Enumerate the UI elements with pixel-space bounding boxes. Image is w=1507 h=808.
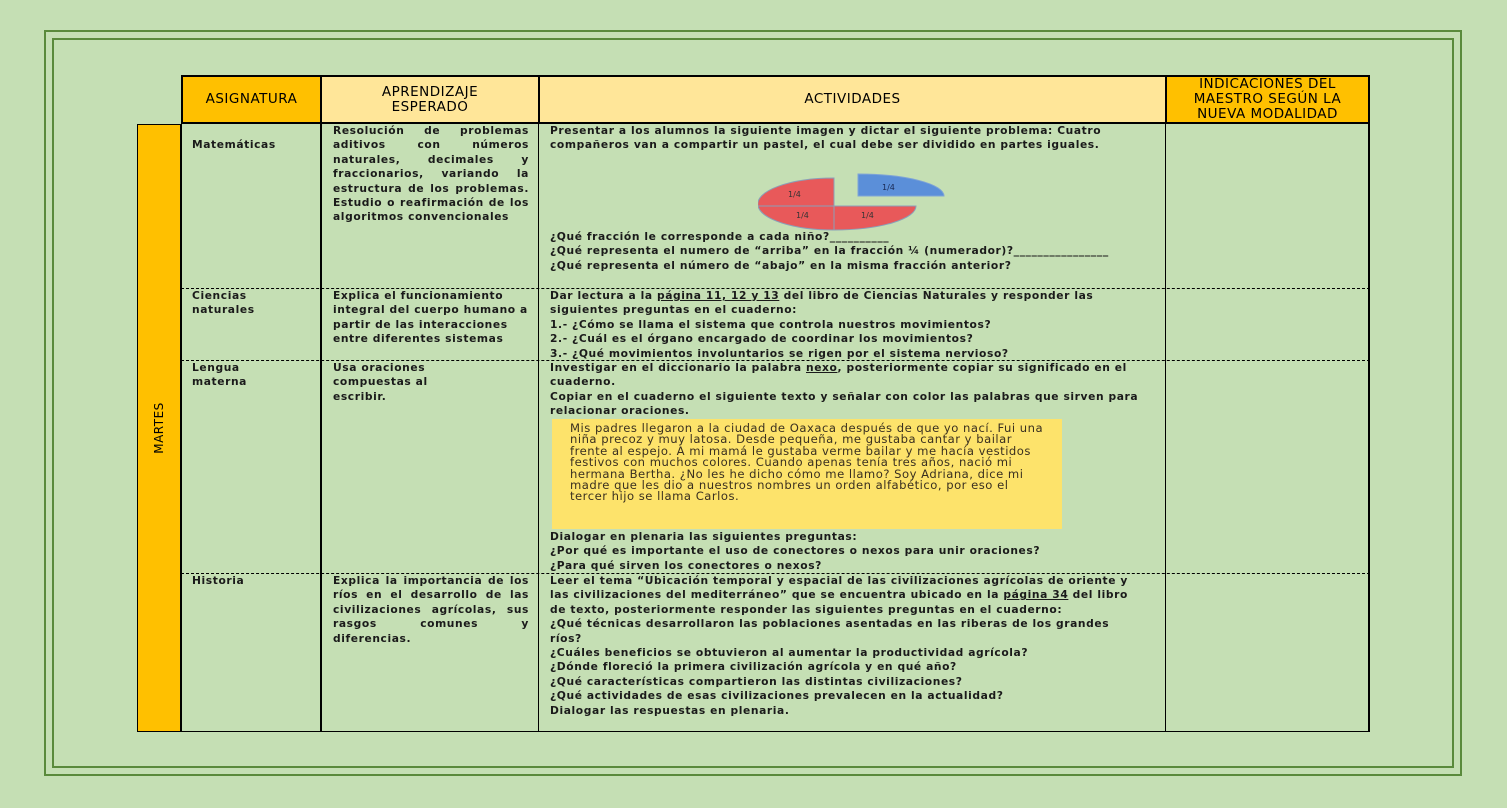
question: ¿Qué representa el número de “abajo” en la misma fracción anterior? [550,258,1012,272]
header-aprendizaje: APRENDIZAJE ESPERADO [320,75,540,124]
activity-text: del libro de Ciencias Naturales y responder las siguientes preguntas en el cuaderno: [550,289,1094,317]
pie-label: 1/4 [861,211,874,220]
pie-label: 1/4 [788,190,801,199]
activity-intro [550,574,1130,617]
learning-matematicas: Resolución de problemas aditivos con números naturales, decimales y fraccionarios, variando la estructura de los problemas. Estudio o reafirmación de los algoritmos convencionales [333,124,529,224]
day-label-cell [137,124,181,732]
header-asignatura: ASIGNATURA [181,75,322,124]
question: ¿Qué técnicas desarrollaron las poblaciones asentadas en las riberas de los grandes ríos? [550,617,1110,645]
questions-matematicas [550,230,1130,273]
question: ¿Por qué es importante el uso de conectores o nexos para unir oraciones? [550,544,1041,558]
question: 2.- ¿Cuál es el órgano encargado de coordinar los movimientos? [550,332,974,346]
questions-lengua [550,530,1140,573]
activity-text: , posteriormente copiar su significado en el cuaderno. [550,361,1127,389]
header-actividades: ACTIVIDADES [538,75,1167,124]
activity-intro: Presentar a los alumnos la siguiente imagen y dictar el siguiente problema: Cuatro compañeros van a compartir un pastel, el cual debe ser dividido en partes iguales. [550,124,1102,152]
activity-intro [550,361,1140,390]
header-indicaciones: INDICACIONES DEL MAESTRO SEGÚN LA NUEVA MODALIDAD [1165,75,1370,124]
question: ¿Dónde floreció la primera civilización agrícola y en qué año? [550,660,957,674]
question: Dialogar las respuestas en plenaria. [550,703,790,717]
learning-lengua: Usa oraciones compuestas al escribir. [333,361,428,403]
pie-slice-separated [858,174,944,196]
activity-text: Dar lectura a la [550,289,657,302]
subject-ciencias: Ciencias naturales [192,289,255,317]
col-divider [181,124,182,732]
pie-label: 1/4 [796,211,809,220]
activity-historia [550,574,1130,718]
subject-lengua: Lengua materna [192,361,247,389]
question: Dialogar en plenaria las siguientes preguntas: [550,530,858,543]
col-divider [538,124,539,732]
learning-ciencias: Explica el funcionamiento integral del cuerpo humano a partir de las interacciones entre diferentes sistemas [333,289,528,346]
activity-lengua [550,361,1140,419]
activity-text: Leer el tema “Ubicación temporal y espacial de las civilizaciones agrícolas de oriente y las civilizaciones del mediterráneo” que se encuentra ubicado en la [550,574,1128,602]
question: 3.- ¿Qué movimientos involuntarios se rigen por el sistema nervioso? [550,346,1009,360]
day-label: MARTES [152,402,166,454]
question: ¿Qué características compartieron las distintas civilizaciones? [550,674,963,688]
question: ¿Qué representa el numero de “arriba” en la fracción ¼ (numerador)?________________ [550,244,1109,258]
pie-label: 1/4 [882,183,895,192]
reading-text-image: Mis padres llegaron a la ciudad de Oaxaca después de que yo nací. Fui una niña precoz y muy latosa. Desde pequeña, me gustaba cantar y bailar frente al espejo. A mi mamá le gustaba verme bailar y me hacía vestidos festivos con muchos colores. Cuando apenas tenía tres años, nació mi hermana Bertha. ¿No les he dicho cómo me llamo? Soy Adriana, dice mi madre que les dio a nuestros nombres un orden alfabético, por eso el tercer hijo se llama Carlos. [552,419,1062,529]
activity-matematicas [550,124,1130,153]
question: ¿Para qué sirven los conectores o nexos? [550,558,822,572]
pie-chart-image [758,172,948,232]
subject-matematicas: Matemáticas [192,138,276,151]
pie-slice-bottom-right [834,206,916,230]
activity-text: del libro de texto, posteriormente responder las siguientes preguntas en el cuaderno: [550,588,1128,616]
question: ¿Qué fracción le corresponde a cada niño?__________ [550,230,890,243]
question: ¿Cuáles beneficios se obtuvieron al aumentar la productividad agrícola? [550,646,1029,660]
page-reference: página 11, 12 y 13 [656,289,780,302]
question: 1.- ¿Cómo se llama el sistema que controla nuestros movimientos? [550,317,992,331]
subject-historia: Historia [192,574,245,587]
activity-instruction: Copiar en el cuaderno el siguiente texto y señalar con color las palabras que sirven para relacionar oraciones. [550,389,1139,418]
question: ¿Qué actividades de esas civilizaciones prevalecen en la actualidad? [550,689,1004,703]
page-reference: página 34 [1003,588,1069,602]
word-reference: nexo [806,361,838,374]
col-divider [1368,124,1370,732]
col-divider [1165,124,1166,732]
learning-historia: Explica la importancia de los ríos en el desarrollo de las civilizaciones agrícolas, sus rasgos comunes y diferencias. [333,574,529,645]
activity-text: Investigar en el diccionario la palabra [550,361,806,374]
activity-ciencias [550,289,1130,361]
row-divider [181,731,1370,732]
activity-intro [550,289,1130,318]
col-divider [320,124,322,732]
